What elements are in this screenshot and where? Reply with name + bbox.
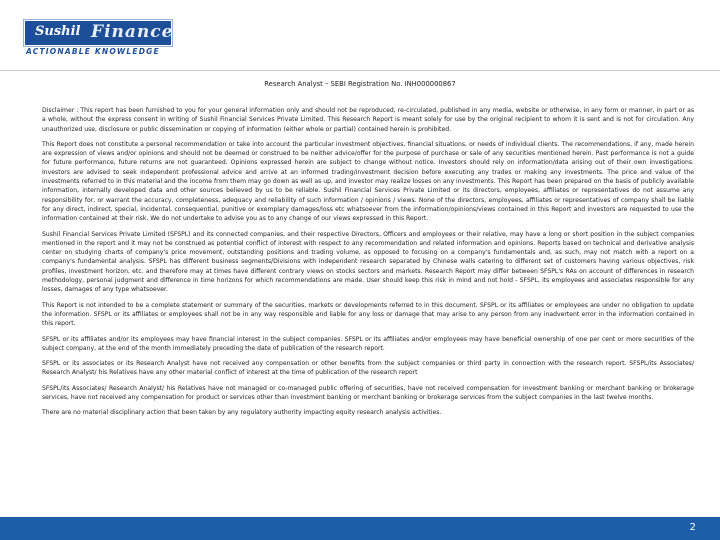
logo-banner xyxy=(24,20,172,46)
header-divider xyxy=(0,70,720,71)
footer-bar xyxy=(0,517,720,540)
logo-tagline: ACTIONABLE KNOWLEDGE xyxy=(26,47,160,56)
disciplinary-paragraph: There are no material disciplinary action that been taken by any regulatory authority impacting equity research analysis activities. xyxy=(42,409,442,417)
company-logo xyxy=(24,20,174,60)
compensation-paragraph: SFSPL or its associates or its Research Analyst have not received any compensation or other benefits from the subject companies or third party in connection with the research report. SFSPL/its Associates/ Research Analyst/ his Relatives have any other material conflict of interest at the time of publication of the research report xyxy=(42,360,694,377)
disclaimer-paragraph: Disclaimer : This report has been furnished to you for your general information only and should not be reproduced, re-circulated, published in any media, website or otherwise, in any form or manner, in part or as a whole, without the express consent in writing of Sushil Financial Services Private Limited. This Research Report is meant solely for use by the original recipient to whom it is sent and is not for circulation. Any unauthorized use, disclosure or public dissemination or copying of information (either whole or partial) contained herein is prohibited. xyxy=(42,107,694,133)
offering-paragraph: SFSPL/its Associates/ Research Analyst/ his Relatives have not managed or co-managed public offering of securities, have not received compensation for investment banking or merchant banking or brokerage services, have not received any compensation for product or services other than investment banking or merchant banking or brokerage services from the subject companies in the last twelve months. xyxy=(42,384,694,402)
financial-interest-paragraph: SFSPL or its affiliates and/or its employees may have financial interest in the subject companies. SFSPL or its affiliates and/or employees may have beneficial ownership of one per cent or more securities of the subject company, at the end of the month immediately preceding the date of publication of the research report. xyxy=(42,335,694,352)
logo-brand-name: Sushil xyxy=(35,24,81,39)
disclaimer-body xyxy=(42,106,694,424)
recommendation-paragraph: This Report does not constitute a personal recommendation or take into account the particular investment objectives, financial situations, or needs of individual clients. The recommendations, if any, made herein are expression of views and/or opinions and should not be deemed or construed to be neither advice/offer for the purpose of purchase or sale of any securities mentioned herein. Past performance is not a guide for future performance, future returns are not guaranteed. Opinions expressed herein are subject to change without notice. Investors should rely on information/data arising out of their own investigations. Investors are advised to seek independent professional advice and arrive at an informed trading/investment decision before executing any trades or making any investments. The price and value of the investments referred to in this material and the income from them may go down as well as up, and investor may realize losses on any investments. This Report has been prepared on the basis of publicly available information, internally developed data and other sources believed by us to be reliable. Sushil Financial Services Private Limited or its directors, employees, affiliates or representatives do not assume any responsibility for, or warrant the accuracy, completeness, adequacy and reliability of such information / opinions / views. None of the directors, employees, affiliates or representatives of company shall be liable for any direct, indirect, special, incidental, consequential, punitive or exemplary damages/loss etc whatsoever from the information/opinions/views contained in this Report and investors are requested to use the information contained at their risk. We do not undertake to advise you as to any change of our views expressed in this Report. xyxy=(42,140,694,223)
logo-brand-finance: Finance xyxy=(91,22,174,42)
page-number: 2 xyxy=(689,522,696,533)
completeness-paragraph: This Report is not intended to be a complete statement or summary of the securities, markets or developments referred to in this document. SFSPL or its affiliates or employees are under no obligation to update the information. SFSPL or its affiliates or employees shall not be in any way responsible and liable for any loss or damage that may arise to any person from any inadvertent error in the information contained in this report. xyxy=(42,301,694,328)
conflict-paragraph: Sushil Financial Services Private Limited (SFSPL) and its connected companies, and their respective Directors, Officers and employees or their relative, may have a long or short position in the subject companies mentioned in the report and it may not be construed as potential conflict of interest with respect to any recommendation and related information and opinions. Reports based on technical and derivative analysis center on studying charts of company's price movement, outstanding positions and trading volume, as opposed to focusing on a company's fundamentals and, as such, may not match with a report on a company's fundamental analysis. SFSPL has different business segments/Divisions with independent research separated by Chinese walls catering to different set of customers having various objectives, risk profiles, investment horizon, etc. and therefore may at times have different contrary views on stocks sectors and markets. Research Report may differ between SFSPL's RAs on account of differences in research methodology, personal judgment and difference in time horizons for which recommendations are made. User should keep this risk in mind and not hold - SFSPL, its employees and associates responsible for any losses, damages of any type whatsoever. xyxy=(42,230,694,294)
page-header: Research Analyst – SEBI Registration No. INH000000867 xyxy=(264,80,456,88)
